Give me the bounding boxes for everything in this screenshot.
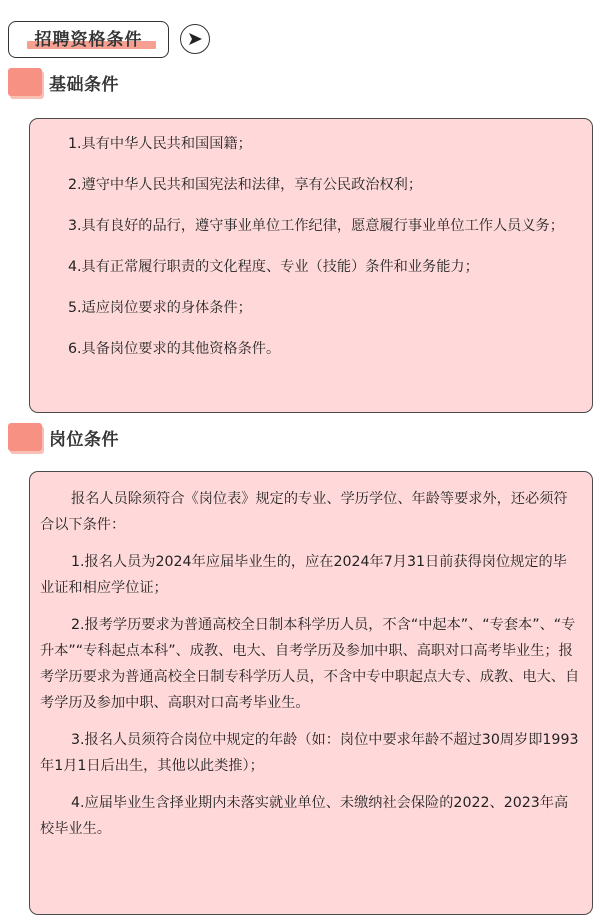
section-marker (8, 423, 42, 451)
section-header-basic (8, 68, 119, 96)
paragraph: 2.报考学历要求为普通高校全日制本科学历人员，不含“中起本”、“专套本”、“专升本”“专科起点本科”、成教、电大、自考学历及参加中职、高职对口高考毕业生；报考学历要求为普通高校全日制专科学历人员，不含中专中职起点大专、成教、电大、自考学历及参加中职、高职对口高考毕业生。 (40, 617, 580, 711)
section-title: 基础条件 (49, 74, 119, 95)
arrow-right-icon (186, 30, 204, 48)
arrow-right-button[interactable] (180, 24, 210, 54)
list-item: 1.具有中华人民共和国国籍； (68, 136, 252, 152)
paragraph: 4.应届毕业生含择业期内未落实就业单位、未缴纳社会保险的2022、2023年高校毕业生。 (40, 795, 569, 837)
section-title: 岗位条件 (49, 429, 119, 450)
header-title-box (8, 21, 169, 58)
section-header-position (8, 423, 119, 451)
list-item: 3.具有良好的品行，遵守事业单位工作纪律，愿意履行事业单位工作人员义务； (68, 218, 564, 234)
paragraph: 3.报名人员须符合岗位中规定的年龄（如：岗位中要求年龄不超过30周岁即1993年1月1日后出生，其他以此类推）； (40, 732, 579, 774)
list-item: 5.适应岗位要求的身体条件； (68, 300, 252, 316)
section-marker (8, 68, 42, 96)
paragraph: 1.报名人员为2024年应届毕业生的，应在2024年7月31日前获得岗位规定的毕业证和相应学位证； (40, 554, 567, 596)
position-conditions-card (29, 471, 593, 915)
page-title: 招聘资格条件 (34, 29, 143, 50)
list-item: 2.遵守中华人民共和国宪法和法律，享有公民政治权利； (68, 177, 423, 193)
header-row (8, 20, 210, 58)
list-item: 6.具备岗位要求的其他资格条件。 (68, 341, 281, 357)
basic-conditions-card (29, 118, 593, 413)
list-item: 4.具有正常履行职责的文化程度、专业（技能）条件和业务能力； (68, 259, 479, 275)
paragraph: 报名人员除须符合《岗位表》规定的专业、学历学位、年龄等要求外，还必须符合以下条件： (40, 491, 568, 533)
